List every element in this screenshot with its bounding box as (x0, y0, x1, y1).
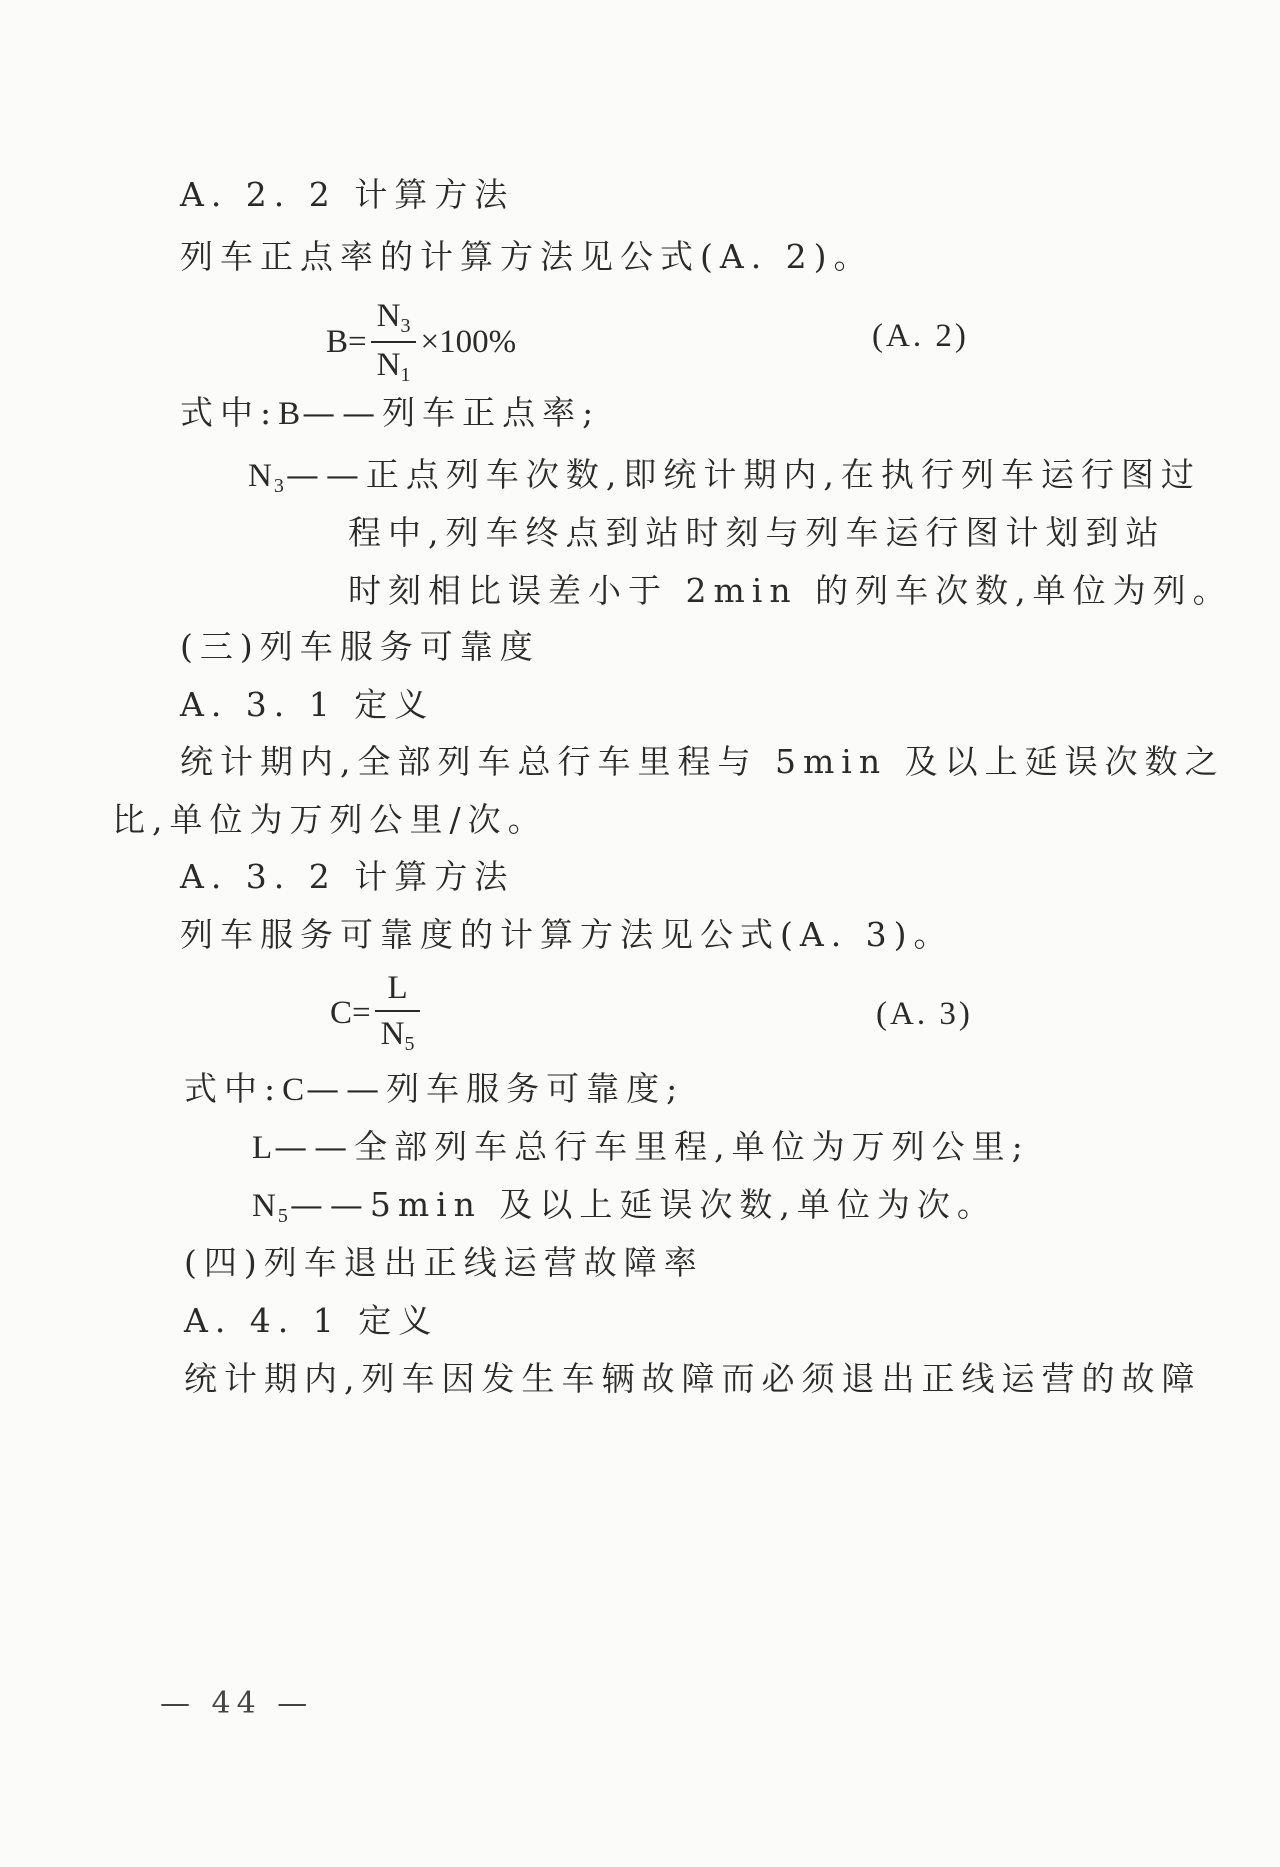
where-a2-b-desc: ——列车正点率; (302, 393, 601, 432)
section-a22-title: A. 2. 2 计算方法 (180, 175, 515, 214)
section-3-heading: (三)列车服务可靠度 (180, 627, 540, 666)
formula-a3-lhs: C= (330, 994, 371, 1031)
formula-a2-tail: ×100% (420, 324, 517, 360)
section-a31-title: A. 3. 1 定义 (180, 685, 435, 724)
where-a2-n3-line3: 时刻相比误差小于 2min 的列车次数,单位为列。 (348, 571, 1233, 610)
where-a3-n5-desc: ——5min 及以上延误次数,单位为次。 (289, 1185, 997, 1224)
section-a32-intro: 列车服务可靠度的计算方法见公式(A. 3)。 (180, 915, 954, 954)
formula-a2-lhs: B= (326, 324, 367, 360)
section-a32-title: A. 3. 2 计算方法 (180, 857, 515, 896)
where-a3-n5-symbol: $N_5$ (252, 1188, 290, 1227)
where-a2-b-symbol: B (278, 396, 303, 432)
section-a22-intro: 列车正点率的计算方法见公式(A. 2)。 (180, 237, 874, 276)
formula-a3 (330, 972, 424, 1054)
where-a2-n3-symbol: $N_3$ (248, 458, 286, 497)
where-a2-prefix: 式中: (180, 393, 279, 432)
formula-a2-fraction (371, 300, 417, 385)
section-a31-line1: 统计期内,全部列车总行车里程与 5min 及以上延误次数之 (180, 742, 1225, 781)
formula-a2-number: (A. 2) (872, 318, 969, 354)
section-4-heading: (四)列车退出正线运营故障率 (184, 1243, 704, 1282)
formula-a3-denominator: $N_5$ (380, 1016, 415, 1055)
formula-a2 (326, 300, 516, 385)
where-a3-c-symbol: C (282, 1072, 307, 1108)
formula-a3-fraction (375, 972, 421, 1054)
section-a41-line1: 统计期内,列车因发生车辆故障而必须退出正线运营的故障 (184, 1359, 1202, 1398)
where-a2-b-line (180, 393, 601, 432)
where-a2-n3-line2: 程中,列车终点到站时刻与列车运行图计划到站 (348, 513, 1166, 552)
where-a3-l-line (252, 1127, 1030, 1166)
formula-a2-numerator: $N_3$ (376, 298, 411, 337)
where-a3-c-line (184, 1069, 685, 1108)
formula-a3-numerator: L (387, 970, 408, 1006)
page-number: — 44 — (160, 1686, 314, 1721)
where-a2-n3-line1: ——正点列车次数,即统计期内,在执行列车运行图过 (285, 455, 1201, 494)
where-a3-l-symbol: L (252, 1130, 275, 1166)
section-a31-line2: 比,单位为万列公里/次。 (112, 800, 548, 839)
where-a3-l-desc: ——全部列车总行车里程,单位为万列公里; (274, 1127, 1030, 1166)
formula-a2-denominator: $N_1$ (376, 347, 411, 386)
where-a3-n5-line (252, 1185, 997, 1227)
formula-a3-number: (A. 3) (876, 996, 973, 1032)
where-a3-c-desc: ——列车服务可靠度; (306, 1069, 685, 1108)
section-a41-title: A. 4. 1 定义 (184, 1301, 439, 1340)
where-a2-n3-line (248, 455, 1201, 497)
where-a3-prefix: 式中: (184, 1069, 283, 1108)
